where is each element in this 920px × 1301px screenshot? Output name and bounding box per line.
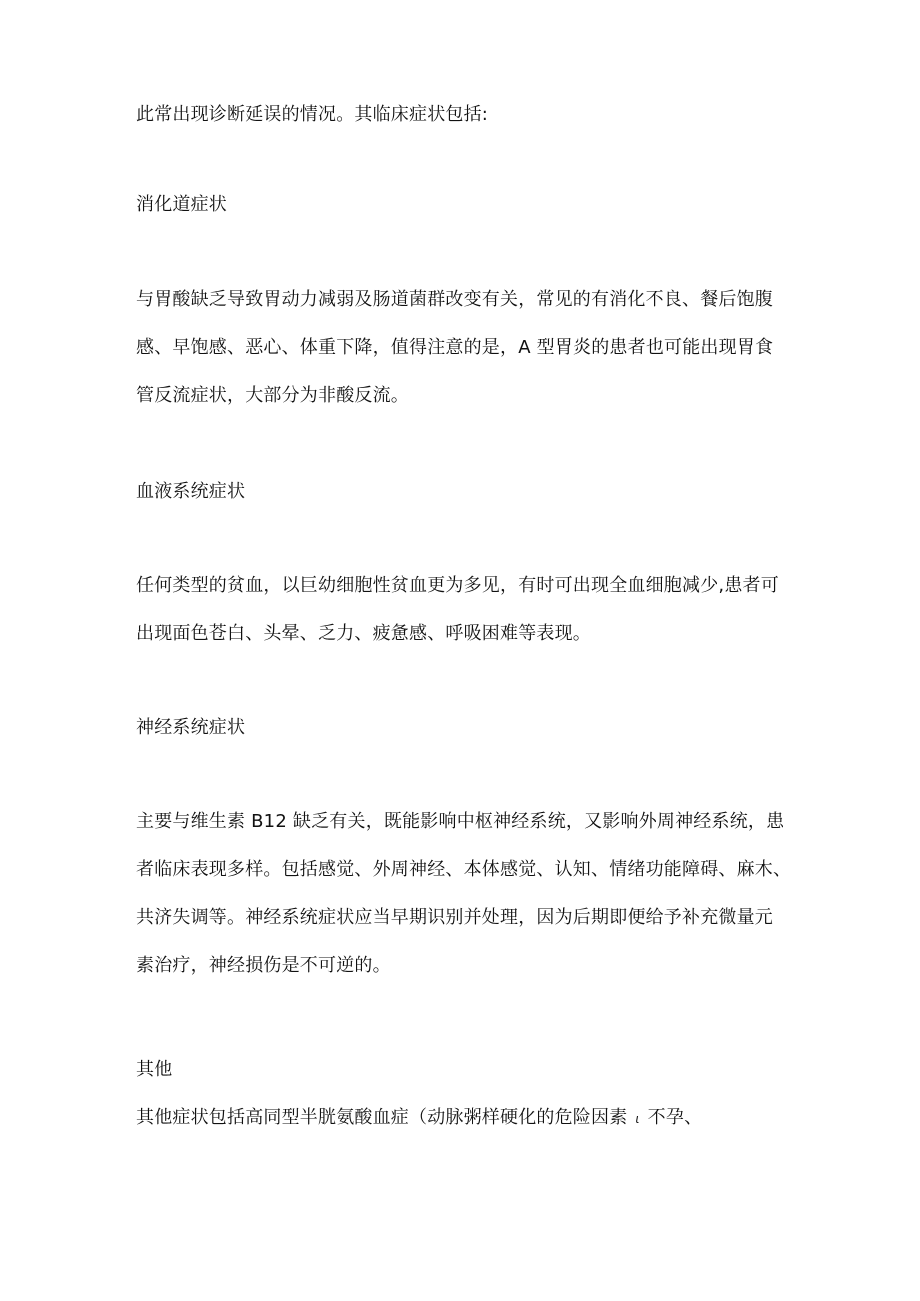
section-heading-digestive: 消化道症状 (136, 194, 227, 215)
paragraph-line: 素治疗，神经损伤是不可逆的。 (136, 955, 391, 976)
paragraph-text-start: 其他症状包括高同型半胱氨酸血症（动脉粥样硬化的危险因素 (136, 1107, 628, 1128)
paragraph-line: 管反流症状，大部分为非酸反流。 (136, 385, 409, 406)
intro-line: 此常出现诊断延误的情况。其临床症状包括: (136, 104, 489, 125)
section-heading-blood: 血液系统症状 (136, 481, 246, 502)
paragraph-line: 任何类型的贫血，以巨幼细胞性贫血更为多见，有时可出现全血细胞减少,患者可 (136, 575, 779, 596)
paragraph-line: 出现面色苍白、头晕、乏力、疲惫感、呼吸困难等表现。 (136, 623, 591, 644)
paragraph-line: 共济失调等。神经系统症状应当早期识别并处理，因为后期即便给予补充微量元 (136, 907, 773, 928)
paragraph-line (136, 1106, 702, 1131)
paragraph-line: 主要与维生素 B12 缺乏有关，既能影响中枢神经系统，又影响外周神经系统，患 (136, 811, 785, 832)
section-heading-nervous: 神经系统症状 (136, 717, 246, 738)
paragraph-line: 者临床表现多样。包括感觉、外周神经、本体感觉、认知、情绪功能障碍、麻木、 (136, 859, 792, 880)
section-heading-other: 其他 (136, 1059, 173, 1080)
stray-mark: ι (635, 1112, 640, 1126)
paragraph-text-end: 不孕、 (647, 1107, 703, 1128)
paragraph-line: 与胃酸缺乏导致胃动力减弱及肠道菌群改变有关，常见的有消化不良、餐后饱腹 (136, 289, 773, 310)
paragraph-line: 感、早饱感、恶心、体重下降，值得注意的是，A 型胃炎的患者也可能出现胃食 (136, 337, 774, 358)
